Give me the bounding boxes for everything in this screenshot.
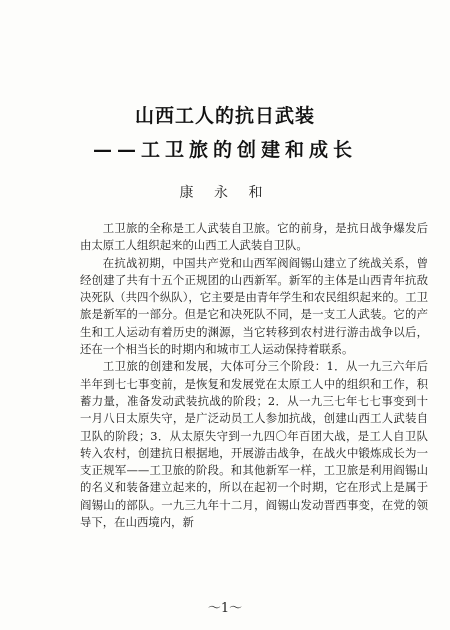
paragraph-3: 工卫旅的创建和发展，大体可分三个阶段：1．从一九三六年后半年到七七事变前，是恢复和发展党在太原工人中的组织和工作，积蓄力量，准备发动武装抗战的阶段；2．从一九三七年七七事变到十一月八日太原失守，是广泛动员工人参加抗战，创建山西工人武装自卫队的阶段；3．从太原失守到一九四〇年百团大战，是工人自卫队转入农村，创建抗日根据地，开展游击战争，在战火中锻炼成长为一支正规军——工卫旅的阶段。和其他新军一样，工卫旅是利用阎锡山的名义和装备建立起来的，所以在起初一个时期，它在形式上是属于阎锡山的部队。一九三九年十二月，阎锡山发动晋西事变，在党的领导下，在山西境内，新 xyxy=(80,359,428,530)
article-title: 山西工人的抗日武装 xyxy=(134,105,315,127)
article-subtitle: ——工卫旅的创建和成长 xyxy=(92,139,357,161)
paragraph-1: 工卫旅的全称是工人武装自卫旅。它的前身，是抗日战争爆发后由太原工人组织起来的山西工人武装自卫队。 xyxy=(80,221,428,253)
article-author: 康 永 和 xyxy=(179,185,271,201)
paragraph-2: 在抗战初期，中国共产党和山西军阀阎锡山建立了统战关系，曾经创建了共有十五个正规团的山西新军。新军的主体是山西青年抗敌决死队（共四个纵队），它主要是由青年学生和农民组织起来的。工卫旅是新军的一部分。但是它和决死队不同，是一支工人武装。它的产生和工人运动有着历史的渊源，当它转移到农村进行游击战争以后，还在一个相当长的时期内和城市工人运动保持着联系。 xyxy=(80,255,428,357)
article-body xyxy=(80,220,428,531)
page-number: ～1～ xyxy=(207,601,243,616)
